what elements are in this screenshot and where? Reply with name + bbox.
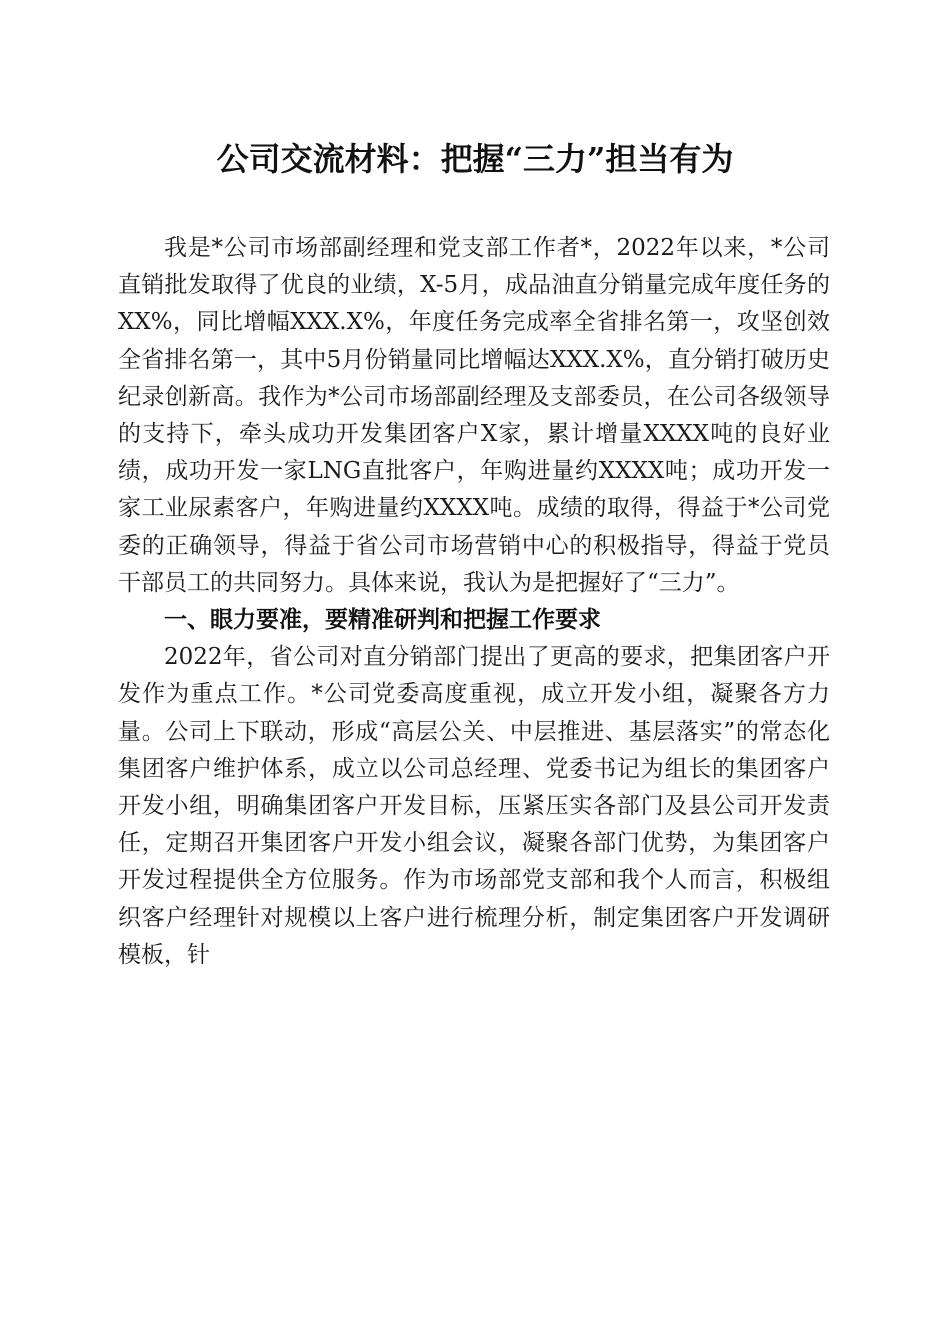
paragraph-section-1: 2022年，省公司对直分销部门提出了更高的要求，把集团客户开发作为重点工作。*公司党委高度重视，成立开发小组，凝聚各方力量。公司上下联动，形成“高层公关、中层推进、基层落实”的常态化集团客户维护体系，成立以公司总经理、党委书记为组长的集团客户开发小组，明确集团客户开发目标，压紧压实各部门及县公司开发责任，定期召开集团客户开发小组会议，凝聚各部门优势，为集团客户开发过程提供全方位服务。作为市场部党支部和我个人而言，积极组织客户经理针对规模以上客户进行梳理分析，制定集团客户开发调研模板，针 (118, 644, 830, 968)
paragraph-intro: 我是*公司市场部副经理和党支部工作者*，2022年以来，*公司直销批发取得了优良的业绩，X-5月，成品油直分销量完成年度任务的XX%，同比增幅XXX.X%，年度任务完成率全省排名第一，攻坚创效全省排名第一，其中5月份销量同比增幅达XXX.X%，直分销打破历史纪录创新高。我作为*公司市场部副经理及支部委员，在公司各级领导的支持下，牵头成功开发集团客户X家，累计增量XXXX吨的良好业绩，成功开发一家LNG直批客户，年购进量约XXXX吨；成功开发一家工业尿素客户，年购进量约XXXX吨。成绩的取得，得益于*公司党委的正确领导，得益于省公司市场营销中心的积极指导，得益于党员干部员工的共同努力。具体来说，我认为是把握好了“三力”。 (118, 235, 830, 596)
document-title: 公司交流材料：把握“三力”担当有为 (216, 140, 734, 178)
section-heading-1: 一、眼力要准，要精准研判和把握工作要求 (164, 607, 601, 634)
document-body (118, 230, 830, 974)
